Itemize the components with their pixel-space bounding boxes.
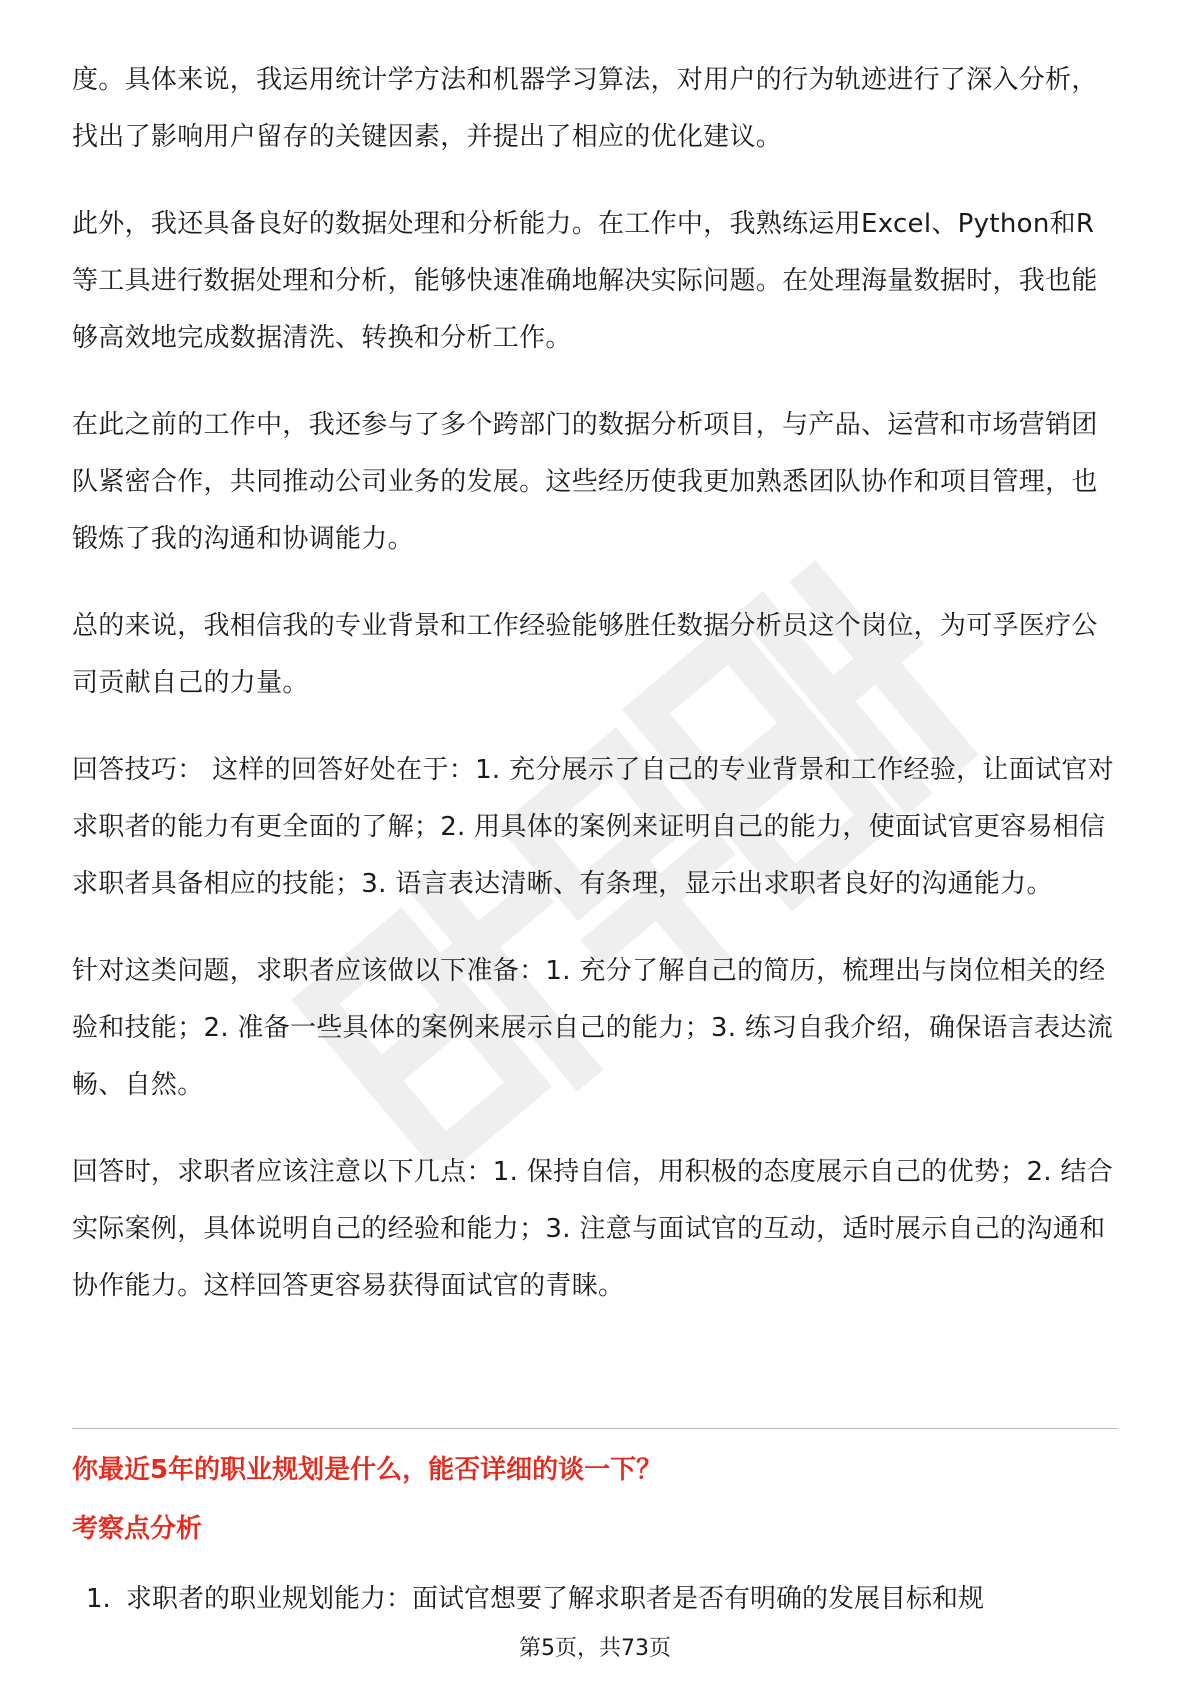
paragraph-1: 度。具体来说，我运用统计学方法和机器学习算法，对用户的行为轨迹进行了深入分析，找出了影响用户留存的关键因素，并提出了相应的优化建议。 bbox=[72, 65, 1098, 152]
paragraph-4: 总的来说，我相信我的专业背景和工作经验能够胜任数据分析员这个岗位，为可孚医疗公司贡献自己的力量。 bbox=[72, 611, 1098, 698]
list-item-text: 求职者的职业规划能力：面试官想要了解求职者是否有明确的发展目标和规 bbox=[126, 1584, 985, 1614]
question-heading: 你最近5年的职业规划是什么，能否详细的谈一下？ bbox=[72, 1455, 663, 1485]
paragraph-3: 在此之前的工作中，我还参与了多个跨部门的数据分析项目，与产品、运营和市场营销团队紧密合作，共同推动公司业务的发展。这些经历使我更加熟悉团队协作和项目管理，也锻炼了我的沟通和协调能力。 bbox=[72, 410, 1098, 554]
paragraph-2: 此外，我还具备良好的数据处理和分析能力。在工作中，我熟练运用Excel、Python和R等工具进行数据处理和分析，能够快速准确地解决实际问题。在处理海量数据时，我也能够高效地完成数据清洗、转换和分析工作。 bbox=[72, 209, 1098, 353]
list-item-number: 1. bbox=[86, 1584, 111, 1614]
paragraph-5: 回答技巧： 这样的回答好处在于：1. 充分展示了自己的专业背景和工作经验，让面试官对求职者的能力有更全面的了解；2. 用具体的案例来证明自己的能力，使面试官更容易相信求职者具备相应的技能；3. 语言表达清晰、有条理，显示出求职者良好的沟通能力。 bbox=[72, 755, 1114, 899]
page-number: 第5页，共73页 bbox=[519, 1636, 671, 1661]
section-divider bbox=[72, 1428, 1118, 1429]
paragraph-7: 回答时，求职者应该注意以下几点：1. 保持自信，用积极的态度展示自己的优势；2. 结合实际案例，具体说明自己的经验和能力；3. 注意与面试官的互动，适时展示自己的沟通和协作能力。这样回答更容易获得面试官的青睐。 bbox=[72, 1157, 1114, 1301]
paragraph-6: 针对这类问题，求职者应该做以下准备：1. 充分了解自己的简历，梳理出与岗位相关的经验和技能；2. 准备一些具体的案例来展示自己的能力；3. 练习自我介绍，确保语言表达流畅、自然。 bbox=[72, 956, 1114, 1100]
body-text bbox=[72, 52, 1118, 1345]
analysis-heading: 考察点分析 bbox=[72, 1514, 203, 1544]
list-item bbox=[86, 1575, 984, 1623]
